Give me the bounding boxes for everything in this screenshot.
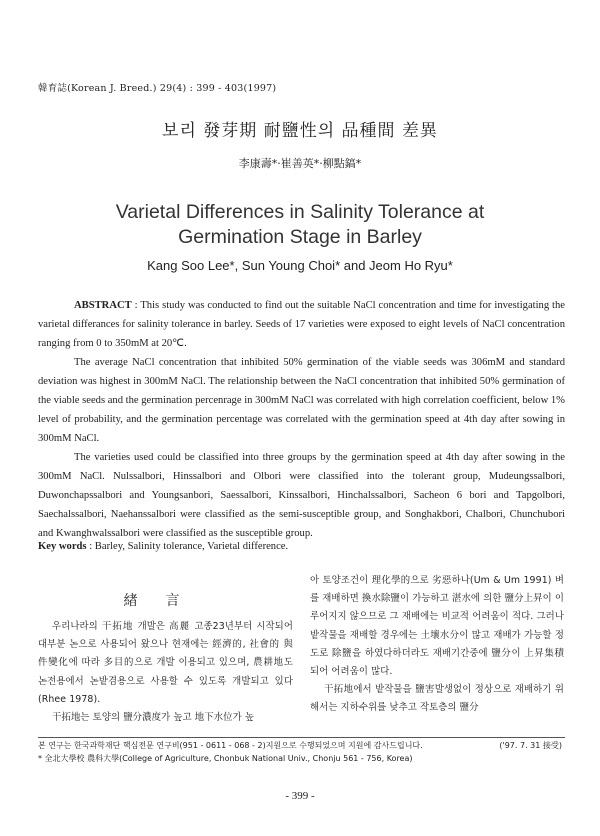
right-column [310, 572, 564, 718]
abstract-paragraph-1 [38, 296, 565, 353]
abstract [38, 296, 565, 543]
keywords-text: : Barley, Salinity tolerance, Varietal difference. [86, 541, 289, 552]
left-column-paragraph-1: 우리나라의 干拓地 개발은 高麗 고종23년부터 시작되어 대부분 논으로 사용되어 왔으나 현재에는 經濟的, 社會的 與件變化에 따라 多目的으로 개발 이용되고 있으며, 農耕地도 논전용에서 논밭겸용으로 사용할 수 있도록 개발되고 있다(Rhee 1978). [38, 621, 293, 705]
korean-authors: 李康壽*·崔善英*·柳點鎬* [238, 157, 362, 170]
abstract-text-1: : This study was conducted to find out the suitable NaCl concentration and time for investigating the varietal differances for salinity tolerance in barley. Seeds of 17 varieties were exposed to eight levels of NaCl concentration ranging from 0 to 350mM at 20℃. [38, 300, 565, 349]
journal-citation: 韓育誌(Korean J. Breed.) 29(4) : 399 - 403(1997) [38, 83, 277, 94]
keywords [38, 541, 288, 552]
keywords-label: Key words [38, 541, 87, 552]
english-authors: Kang Soo Lee*, Sun Young Choi* and Jeom Ho Ryu* [147, 258, 453, 273]
abstract-label: ABSTRACT [74, 300, 132, 311]
right-column-paragraph-2: 干拓地에서 밭작물을 鹽害발생없이 정상으로 재배하기 위해서는 지하수위를 낮추고 작토층의 鹽分 [310, 684, 564, 714]
left-column-paragraph-2: 干拓地는 토양의 鹽分濃度가 높고 地下水位가 높 [52, 712, 255, 724]
page-number: - 399 - [285, 790, 315, 802]
korean-title: 보리 發芽期 耐鹽性의 品種間 差異 [162, 121, 438, 141]
abstract-paragraph-3: The varieties used could be classified into three groups by the germination speed at 4th day after sowing in the 300mM NaCl. Nulssalbori, Hinssalbori and Olbori were classified into the tolerant group, Mudeungssalbori, Duwonchapssalbori and Youngsanbori, Saessalbori, Kinssalbori, Hinchalssalbori, Sacheon 6 bori and Tapgolbori, Saechalssalbori, Naehanssalbori were classified as the semi-susceptible group, and Songhakbori, Chalbori, Chunchubori and Kwanghwalssalbori were classified as the susceptible group. [38, 452, 565, 539]
footnote-received-date: ('97. 7. 31 接受) [499, 741, 562, 750]
english-title-line2: Germination Stage in Barley [178, 226, 422, 248]
footnote-funding: 본 연구는 한국과학재단 핵심전문 연구비(951 - 0611 - 068 - 2)지원으로 수행되었으며 지원에 감사드립니다. [38, 741, 423, 750]
abstract-paragraph-2: The average NaCl concentration that inhibited 50% germination of the viable seeds was 306mM and standard deviation was highest in 300mM NaCl. The relationship between the NaCl concentration that inhibited 50% germination of the viable seeds and the germination percenrage in 300mM NaCl was correlated with high correlation coefficient, below 1% level of probability, and the germination percentage was correlated with the germination speed at 4th day after sowing in 300mM NaCl. [38, 357, 565, 444]
english-title-line1: Varietal Differences in Salinity Tolerance at [115, 201, 485, 223]
right-column-paragraph-1: 아 토양조건이 理化學的으로 劣惡하나(Um & Um 1991) 벼를 재배하면 換水除鹽이 가능하고 湛水에 의한 鹽分上昇이 이루어지지 않으므로 그 재배에는 비교적 어려움이 적다. 그러나 밭작물을 재배할 경우에는 土壤水分이 많고 재배가 가능할 정도로 除鹽을 하였다하더라도 재배기간중에 鹽分이 上昇集積되어 어려움이 많다. [310, 575, 564, 678]
section-heading-introduction: 緖言 [123, 593, 208, 609]
english-title [0, 200, 600, 250]
left-column [38, 618, 293, 727]
footnote-divider [38, 737, 565, 738]
footnote-affiliation: * 全北大學校 農科大學(College of Agriculture, Chonbuk National Univ., Chonju 561 - 756, Korea) [38, 754, 413, 763]
